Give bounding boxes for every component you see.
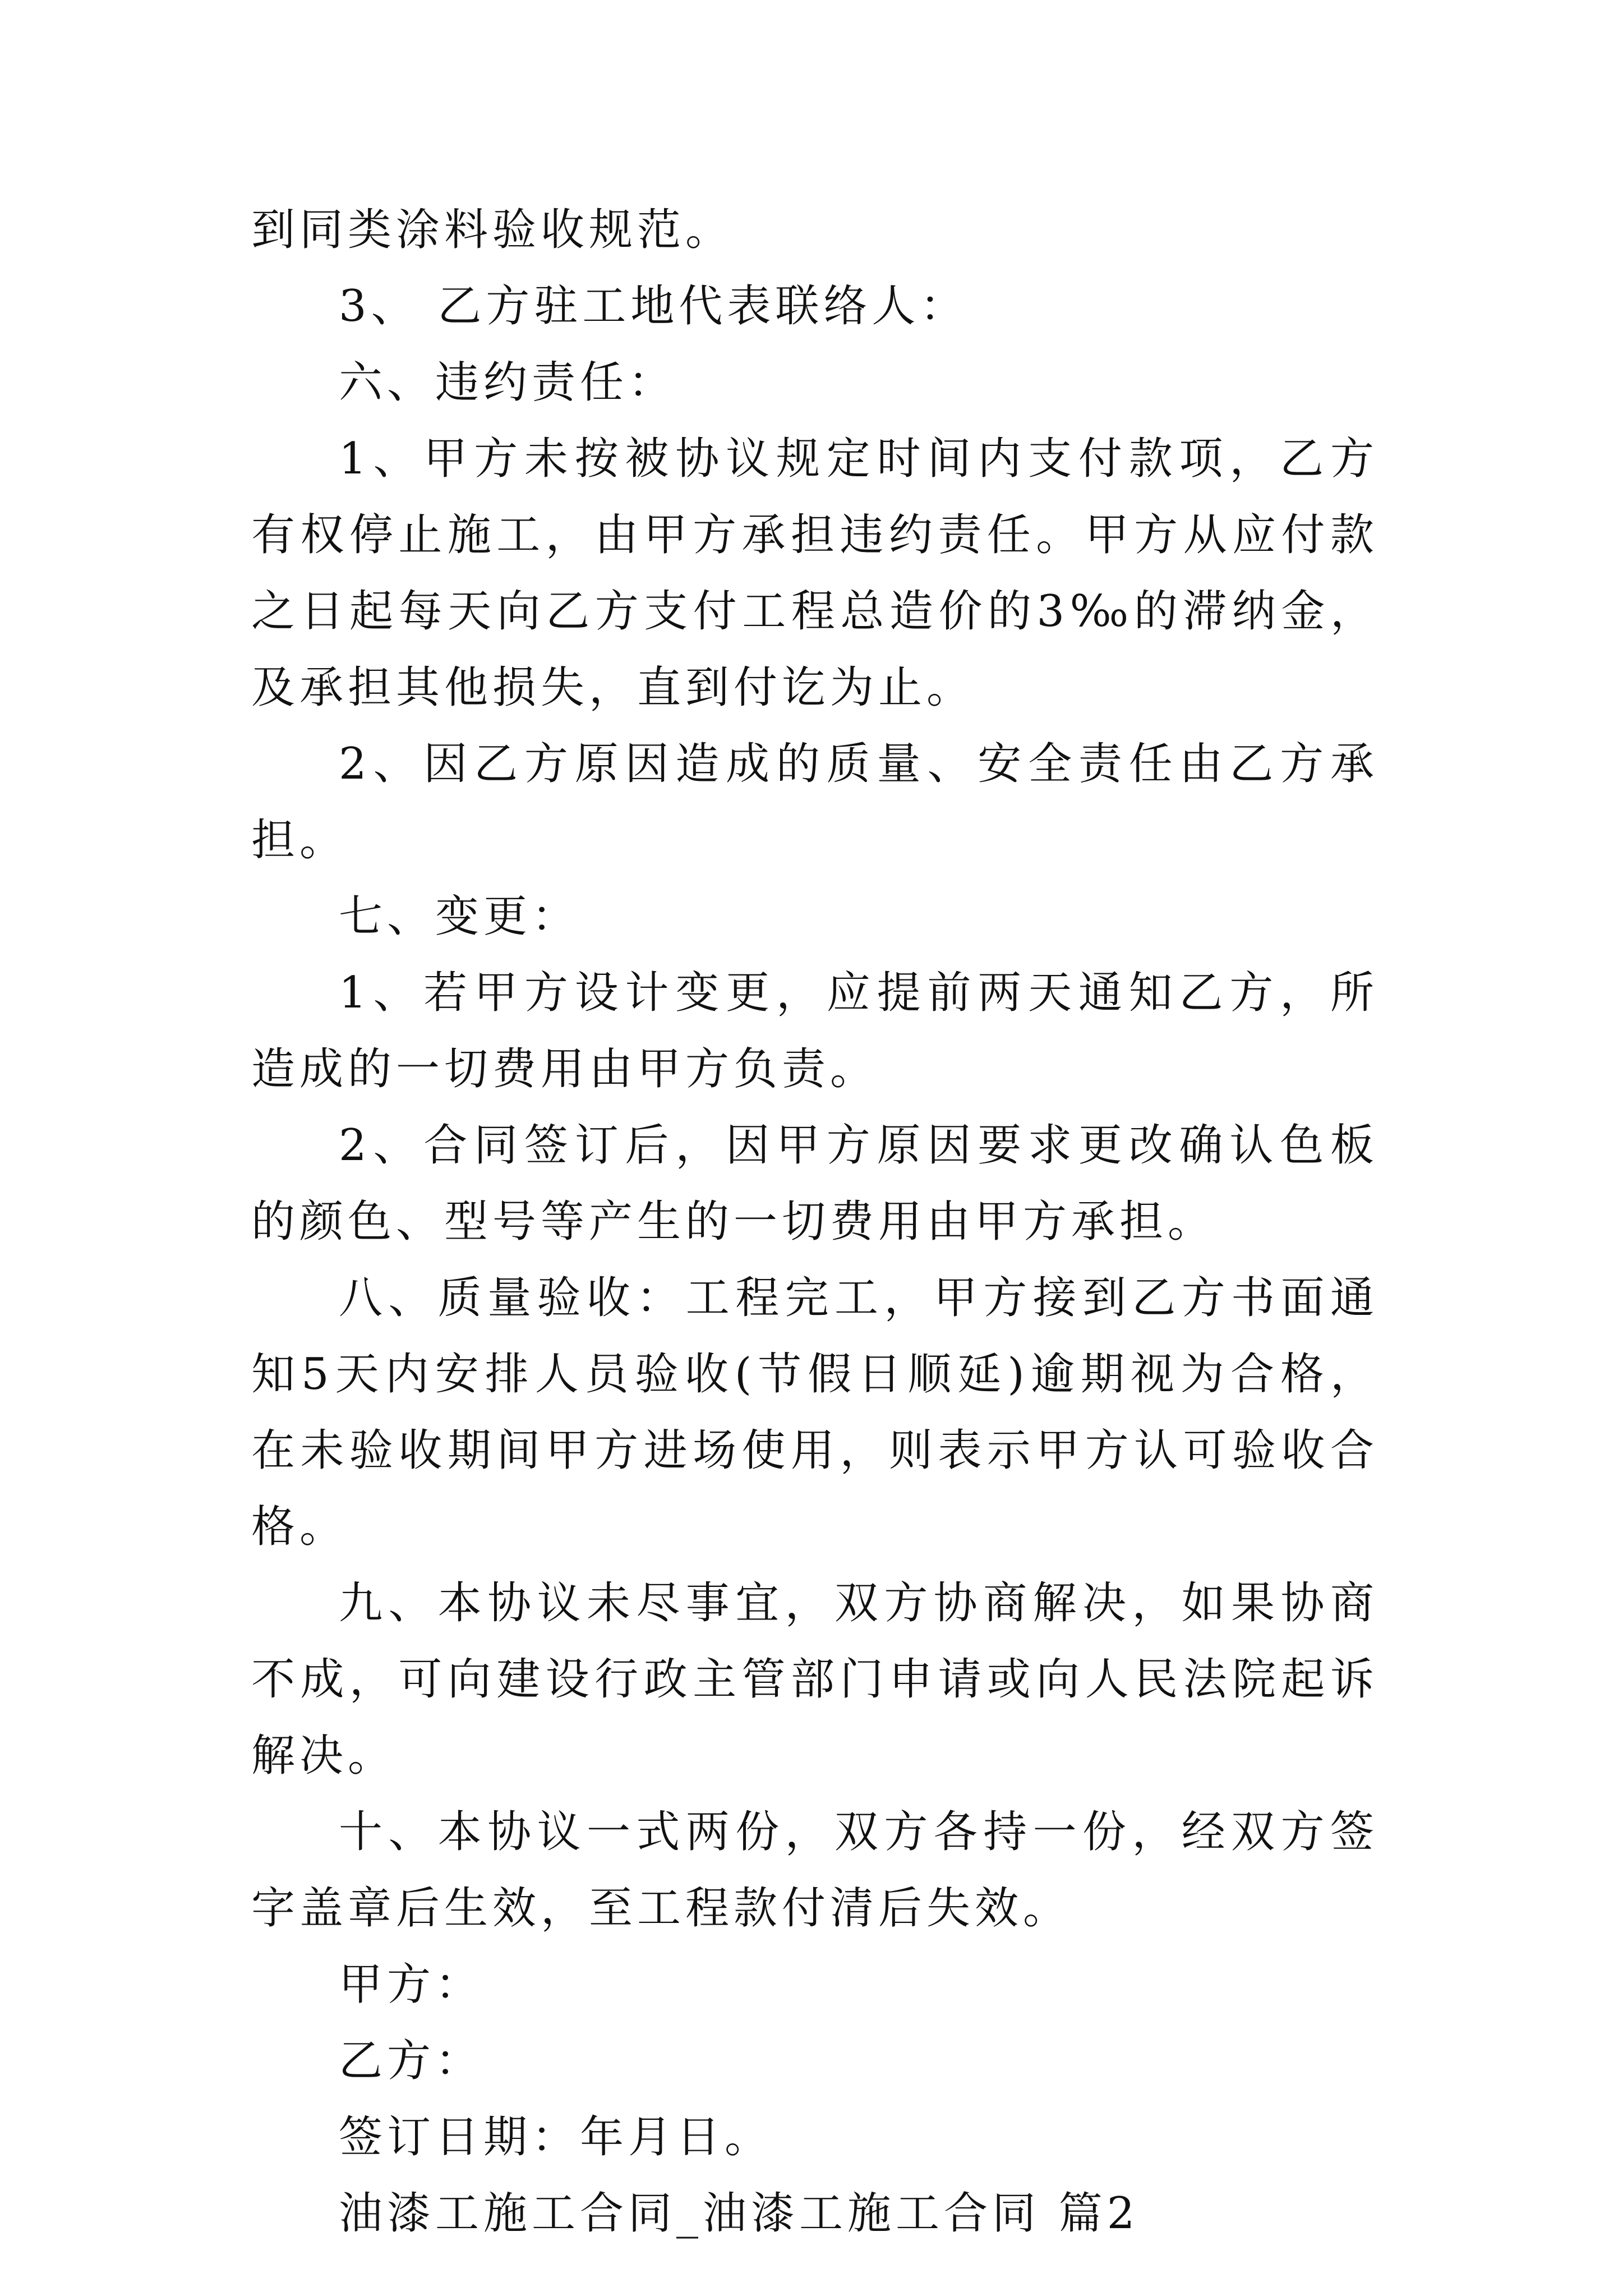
paragraph-color-change: 2、合同签订后，因甲方原因要求更改确认色板的颜色、型号等产生的一切费用由甲方承担。 — [251, 1120, 1378, 1247]
heading-breach-liability: 六、违约责任： — [339, 357, 677, 408]
signature-party-a: 甲方： — [339, 1959, 484, 2010]
contract-text-body — [251, 192, 1378, 2252]
paragraph-acceptance-standard: 到同类涂料验收规范。 — [251, 205, 734, 255]
heading-changes: 七、变更： — [339, 891, 580, 942]
paragraph-site-representative: 3、 乙方驻工地代表联络人： — [339, 281, 969, 332]
paragraph-quality-acceptance: 八、质量验收：工程完工，甲方接到乙方书面通知5天内安排人员验收(节假日顺延)逾期视为合格，在未验收期间甲方进场使用，则表示甲方认可验收合格。 — [251, 1273, 1378, 1552]
signing-date: 签订日期：年月日。 — [339, 2112, 773, 2162]
paragraph-design-change: 1、若甲方设计变更，应提前两天通知乙方，所造成的一切费用由甲方负责。 — [251, 968, 1378, 1094]
signature-party-b: 乙方： — [339, 2036, 484, 2086]
paragraph-dispute-resolution: 九、本协议未尽事宜，双方协商解决，如果协商不成，可向建设行政主管部门申请或向人民法院起诉解决。 — [251, 1578, 1378, 1781]
paragraph-party-b-liability: 2、因乙方原因造成的质量、安全责任由乙方承担。 — [251, 739, 1378, 866]
section-title-part-2: 油漆工施工合同_油漆工施工合同 篇2 — [339, 2188, 1140, 2239]
paragraph-late-payment: 1、甲方未按被协议规定时间内支付款项，乙方有权停止施工，由甲方承担违约责任。甲方从应付款之日起每天向乙方支付工程总造价的3‰的滞纳金，及承担其他损失，直到付讫为止。 — [251, 434, 1378, 713]
paragraph-copies-validity: 十、本协议一式两份，双方各持一份，经双方签字盖章后生效，至工程款付清后失效。 — [251, 1807, 1378, 1934]
